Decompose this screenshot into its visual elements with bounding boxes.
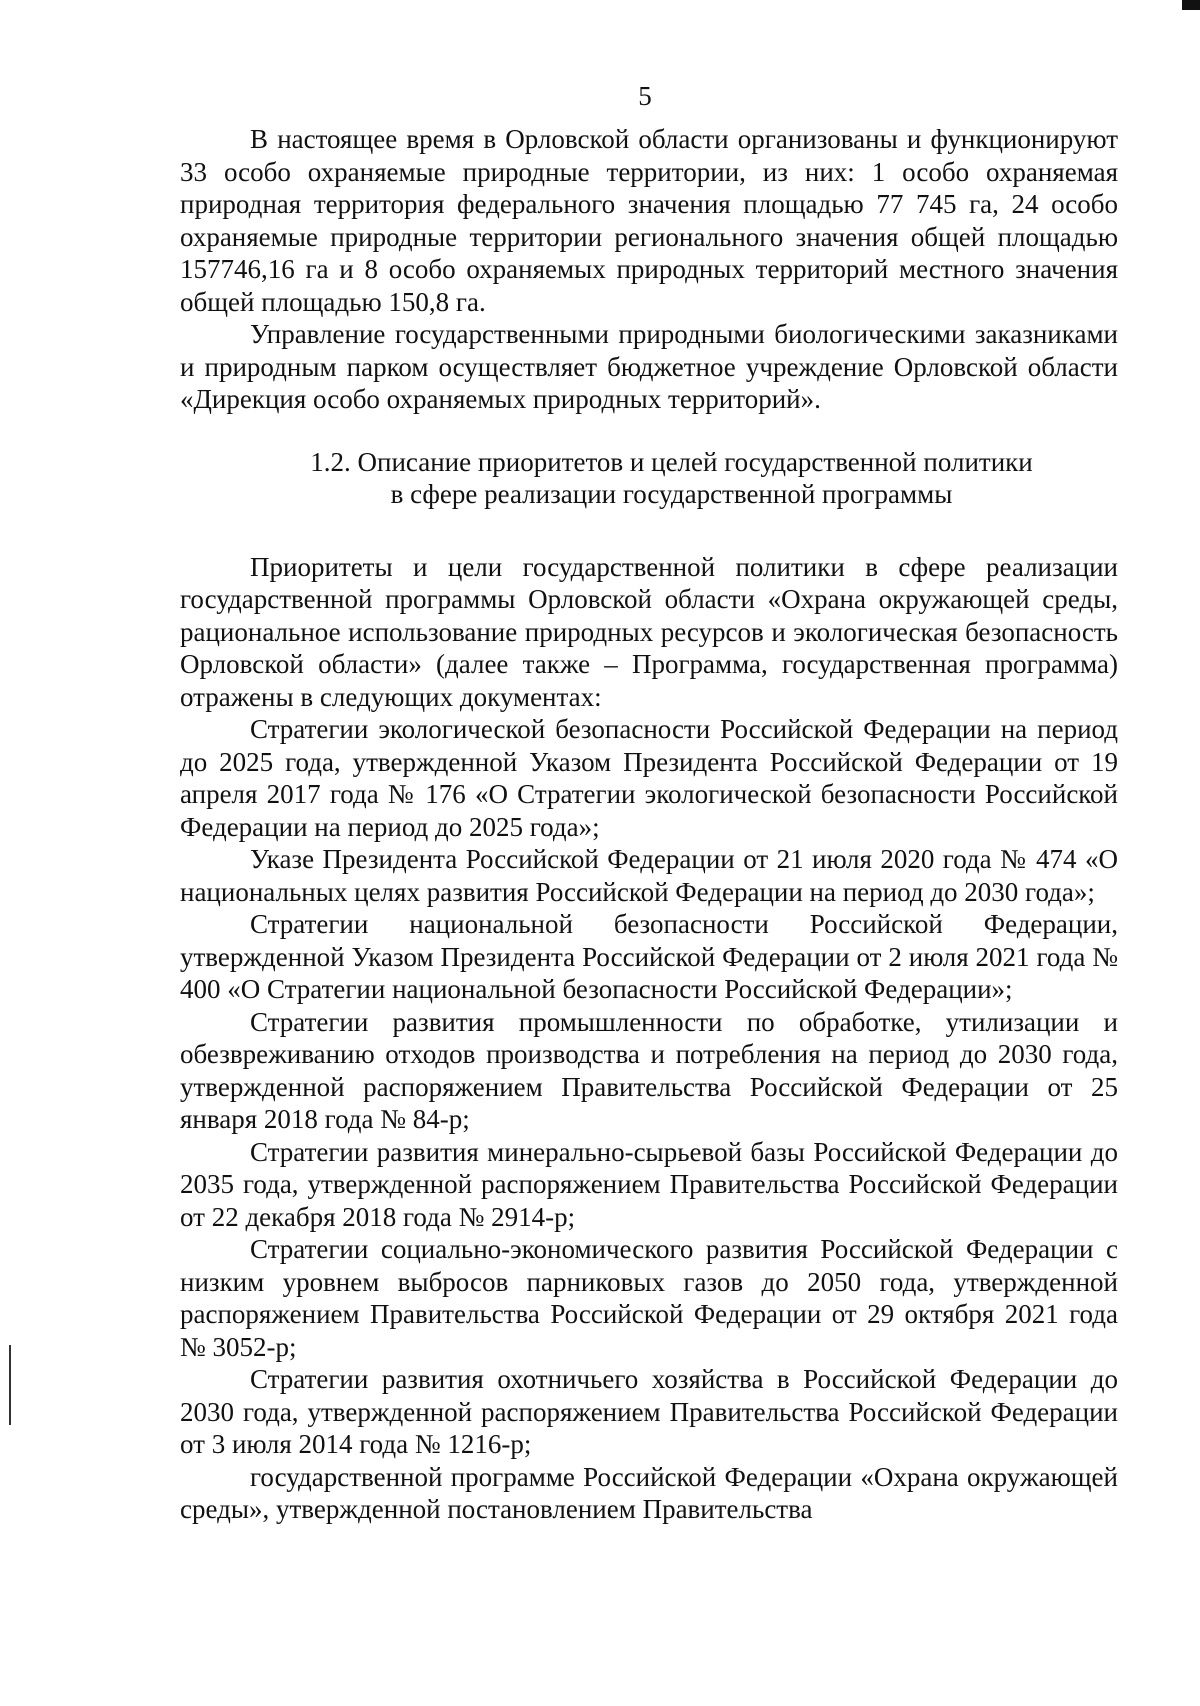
paragraph: В настоящее время в Орловской области организованы и функционируют 33 особо охраняемые природные территории, из них: 1 особо охраняемая природная территория федерального значения площадью 77 745 га, 24 особо охраняемые природные территории регионального значения общей площадью 157746,16 га и 8 особо охраняемых природных территорий местного значения общей площадью 150,8 га. — [180, 124, 1118, 317]
page-number: 5 — [638, 81, 652, 111]
section-heading-line: 1.2. Описание приоритетов и целей государственной политики — [310, 446, 1033, 477]
paragraph: Стратегии экологической безопасности Российской Федерации на период до 2025 года, утвержденной Указом Президента Российской Федерации от 19 апреля 2017 года № 176 «О Стратегии экологической безопасности Российской Федерации на период до 2025 года»; — [180, 714, 1118, 842]
paragraph: Стратегии национальной безопасности Российской Федерации, утвержденной Указом Президента Российской Федерации от 2 июля 2021 года № 400 «О Стратегии национальной безопасности Российской Федерации»; — [180, 909, 1118, 1004]
paragraph: Стратегии социально-экономического развития Российской Федерации с низким уровнем выбросов парниковых газов до 2050 года, утвержденной распоряжением Правительства Российской Федерации от 29 октября 2021 года № 3052-р; — [180, 1234, 1118, 1362]
scan-edge-mark — [9, 1345, 11, 1425]
paragraph: Стратегии развития охотничьего хозяйства в Российской Федерации до 2030 года, утвержденной распоряжением Правительства Российской Федерации от 3 июля 2014 года № 1216-р; — [180, 1364, 1118, 1459]
scan-edge-mark — [1182, 0, 1200, 10]
section-heading-line: в сфере реализации государственной программы — [390, 479, 953, 509]
paragraph: Стратегии развития минерально-сырьевой базы Российской Федерации до 2035 года, утвержденной распоряжением Правительства Российской Федерации от 22 декабря 2018 года № 2914-р; — [180, 1136, 1118, 1232]
paragraph: Приоритеты и цели государственной политики в сфере реализации государственной программы Орловской области «Охрана окружающей среды, рациональное использование природных ресурсов и экологическая безопасность Орловской области» (далее также – Программа, государственная программа) отражены в следующих документах: — [180, 551, 1118, 712]
paragraph: государственной программе Российской Федерации «Охрана окружающей среды», утвержденной постановлением Правительства — [180, 1461, 1118, 1524]
paragraph: Стратегии развития промышленности по обработке, утилизации и обезвреживанию отходов производства и потребления на период до 2030 года, утвержденной распоряжением Правительства Российской Федерации от 25 января 2018 года № 84-р; — [180, 1006, 1118, 1134]
spacer — [180, 511, 1118, 551]
section-heading — [180, 446, 1118, 511]
paragraph: Управление государственными природными биологическими заказниками и природным парком осуществляет бюджетное учреждение Орловской области «Дирекция особо охраняемых природных территорий». — [180, 319, 1118, 414]
paragraph: Указе Президента Российской Федерации от 21 июля 2020 года № 474 «О национальных целях развития Российской Федерации на период до 2030 года»; — [180, 844, 1118, 907]
document-body — [180, 123, 1118, 1526]
